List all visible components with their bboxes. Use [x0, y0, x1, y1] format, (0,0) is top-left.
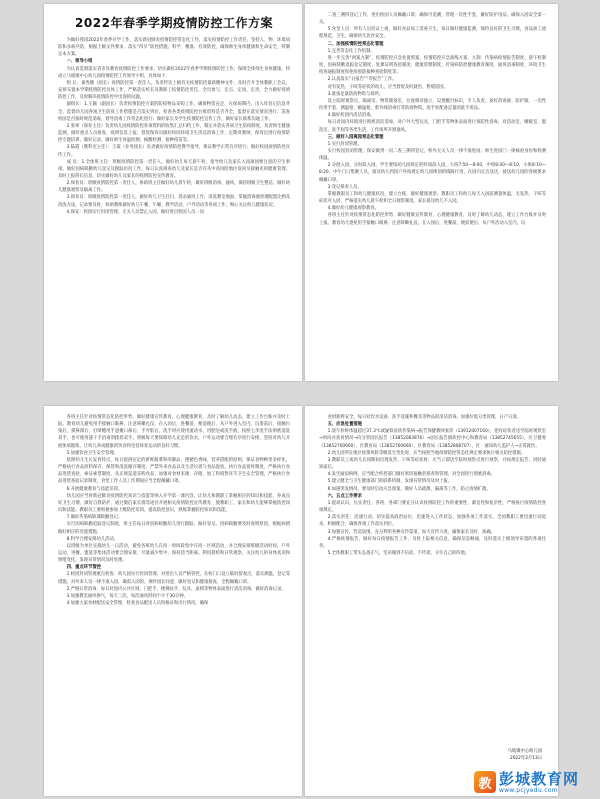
- paragraph: 3.加强宣传，营造氛围。充分利用各种宣传渠道，加大宣传力度，确保家长及时、准确。: [327, 529, 495, 535]
- paragraph: 4.做好幼儿健康观察教育。: [327, 206, 379, 212]
- paragraph: 各班主任针对疫情常态化防控形势，做好健康宣传教育，心理健康教育，及时了解幼儿动态，建立工作台账并及时上报。教育幼儿避免用手接触口眼鼻，注意咳嗽礼仪。在入园后，进餐前、便前便后、从户外进入室内、玩耍前后、接触污染后，摸鼻涕后，打喷嚏用手遮掩口鼻后、手弄脏后，洗手时应使用流动水，用肥皂或洗手液，按照七步洗手法彻底清洗双手，也可使用速干手消毒剂揉搓双手。班级每天要保障幼儿充足的饮水，户外运动要合理有序进行安排，坚持对幼儿开展体质锻炼，让幼儿养成健康的饮食和坚持体育运动的良好习惯。: [58, 415, 290, 449]
- paragraph: 依照幼儿生长发育特点，每日提供充足的新鲜蔬菜和肉制品，遵循色香味，营养搭配的原则，保证食物种类多样化，严格执行食品原料保存、保管和清洗储存制度，严禁外来食品以及生活垃圾与食品混放。执行食品留样制度，严格执行食品进货查验、索证索票制度，从正规渠道采购食品，加强对食材来源，存储、加工和销售环节卫生安全管理，严格执行食品进货查验记录制度，食堂工作人员工作期间应当全程佩戴口罩。: [58, 457, 290, 485]
- paragraph: 各班主任针对疫情常态化防控形势，做好健康宣传教育，心理健康教育，及时了解幼儿动态，建立工作台账并及时上报。教育幼儿逐免用手接触口眼鼻，注意咳嗽礼仪。在入园后，进餐前、便前便后、从户外活动入室内，玩: [319, 213, 546, 226]
- paragraph: 以班级为单位实施幼儿一日活动，避免各班幼儿在同一时间段集中在同一区域活动，并合理安排班级活动时间，户外运动、进餐、盥洗等集体活动要合理安排，尽量减少集中，保持适当距离。利用晨检和日常观察，关注幼儿的身体状况和情绪变化，发现异常情况及时处理。: [58, 543, 290, 564]
- paragraph: 每日对园内环境进行彻底清洁消毒，对户外大型玩具，门把手等物体表面进行预防性消毒，对活动室、睡眠室、盥洗室、洗手间等各类生活，工作场所开窗通风。: [319, 120, 546, 133]
- paragraph: 7.做好传染病缺课缺勤登记。: [66, 515, 123, 521]
- section-heading: 一、领导小组: [66, 59, 93, 65]
- paragraph: 组 长：秦秀娥（园长）疫情防控第一责任人，负责传达上级有关疫情防控最新精神文件，及时召开全体教职工会议，安排布置本学期疫情防控具体工作，严格落实校长及教职工疫情防控责任，全员参与、定点、定岗、定责，全力做好疫情防控工作，及时解决疫情防控中出现的问题。: [58, 80, 290, 101]
- paragraph: 实行因病缺勤追踪登记制度，班主任每日对因病缺勤幼儿进行跟踪，做好登记。因病缺勤要及时查明原因，根据病情做好相应的处置措施。: [58, 522, 290, 535]
- signature-block: [508, 748, 542, 762]
- paragraph: 1.校园封闭管理重点检查：幼儿园实行封闭管理，对进出人员严格管控，在校门口设立临时留观点，落实测温、登记等措施。对外来人员一律不准入园，确需入园的，须经园长同意，做好登记和健康排查，全程佩戴口罩。: [58, 572, 290, 585]
- paragraph: 成 员：1.全体班主任：班级疫情防控第一责任人，做好幼儿每天晨午检，指导幼儿及家长入园离园要注意的卫生事项，做好因病缺勤幼儿登记及跟踪访问工作，每日认真排查幼儿及家长是否有从中高风险地区返回及接触史的健康管理，及时上报班长信息，切实做好幼儿及家长的疫情防控宣传教育。: [58, 159, 290, 179]
- site-logo-icon: 教: [474, 771, 496, 793]
- paragraph: 3.教职员工或幼儿在园期间出现发热、干咳等症状时，应当立即送至临时观察点进行观察，并按规定报告，同时通知家长。: [319, 457, 546, 471]
- paragraph: 6.开展健康教育与技能培训。: [66, 486, 123, 492]
- paragraph: 2.认真落实“日报告”“零报告”工作。: [327, 77, 397, 83]
- paragraph: 5.加强饮食卫生安全管理。: [66, 450, 118, 456]
- paragraph: 4.发生疑似病例，应当配合疾控部门做好密切接触者排查和管理，对全园进行彻底消毒。: [327, 472, 495, 478]
- paragraph: 3.登记排查人员。: [327, 184, 362, 190]
- paragraph: 1.完善常态化工作机制。: [327, 48, 375, 54]
- paragraph: 3.陆霞（教科室主任）：王霞（业务园长）负责做好疫情防控教学指导，保证教学正常有序进行；做好校园疫情防控宣传工作。: [58, 145, 290, 158]
- paragraph: 对有发热、干咳等症状的幼儿，应当督促及时就医，暂缓返园。: [327, 84, 448, 90]
- paragraph: 为做好我园2022年春季开学工作，落实新冠肺炎疫情防控常态化工作，落实疫情防控工作责任，坚持人、物、环境同防和多病共防，根据上级文件要求，落实“四早”防控措施，科学、精准、有效防控，确保师生身体健康和生命安全，特制定本方案。: [58, 38, 290, 58]
- paragraph: 3.保育员：班级疫情防控第一责任人，做好幼儿卫生打扫、消杀通风工作，清洗教室地面、掌握消毒液原理配置比例及清洗方法，记录要及时，协助教师做好幼儿午餐、午睡、教学活动、户外活动等各项工作，细心关注幼儿健康状况。: [58, 195, 290, 208]
- paragraph: 5.建立健全与卫生健康部门的联系机制，发现异常情况及时上报。: [327, 479, 453, 485]
- section-heading: 二、加强疫情防控常态化管理: [327, 41, 384, 47]
- document-page-4: [305, 406, 558, 796]
- paragraph: 2.分批入园、分时段入园。学生要按幼儿园规定的时间段入园，大班7:50—8:00，中班8:00—8:10，小班8:10—8:20。中午门口集聚人员，接送幼儿到园户外按规定幼儿园规划的线路行进，在园内定点送达，接送幼儿园的各级要求佩戴口罩。: [319, 163, 546, 183]
- paragraph: 3.准备足量防疫物资与场所。: [327, 91, 384, 97]
- paragraph: 4.加强大家食材配送安全管理，检查食品配送人员资格证和出行情况，确保: [66, 601, 209, 607]
- paragraph: 8.科学合理安排幼儿活动。: [66, 536, 118, 542]
- site-url: www.pcjyedu.com: [499, 786, 558, 794]
- paragraph: 设立临时观察点、隔离室、物资储备室，位置相对独立，设置醒目标识，专人负责。备好消毒液、防护服、一次性医用手套、测温枪、额温枪、紫外线消毒灯等防疫物资。洗手处配备足量的洗手用品。: [319, 98, 546, 112]
- paragraph: 4.做好校园内清洁消毒。: [327, 113, 375, 119]
- paragraph: 幼儿园应当将新冠肺炎疫情防控知识与技能等纳入开学第一课内容，让幼儿和教职工掌握相应的知识和技能，养成良好卫生习惯，做好自我防护，通过微信家长群等途径开展相关疫情防控宣传教育，使教职工、家长和幼儿能够掌握防控知识和技能。教职员工要积极参加上级防控培训，提高防控意识，熟练掌握防控知识和技能。: [58, 493, 290, 514]
- paragraph: 实行校园封闭管理，保安做到一问二查三测四登记，校外无关人员一律不准进园；师生进园门一律核验身份和检测体温。: [319, 148, 546, 162]
- paragraph: 副组长：1.王颖（副园长）负责疫情防控方案的防疫物品采购工作，确保物资充足，在保质期内，出入库登记信息齐全，监督幼儿园各项卫生防疫工作措施是否落实到位，检查各类疫情防控台账资料是否齐全，监督在落实情况进行；巡查校园是否按时规范消毒，督导消毒工作常态化进行；做好家长及学生疫情防控宣传工作，做好家长联系沟通工作。: [58, 102, 290, 122]
- paragraph: 3.加强教室通风换气，每天三次，每次通风时间不少于30分钟。: [66, 593, 188, 599]
- paragraph: 进一步完善“两案九制”，疫情防控应急处置预案、疫情防控应急演练方案、九制：传染病疫情报告制度、晨午检制度、因病缺勤追踪登记制度、复课证明查验制度、健康管理制度、传染病防控健康教育制度、通风消毒制度、环境卫生检查通报制度和免疫预防接种查验制度等。: [319, 55, 546, 76]
- document-page-2: [305, 4, 558, 381]
- paragraph: 4.严格疫情报告，做好每日疫情报告工作，及时上报相关信息，确保信息畅通，及时落实上级领导布置的各项任务。: [319, 536, 546, 549]
- paragraph: 1.实行封闭管理。: [327, 141, 362, 147]
- signature-org: 马坡镇中心幼儿园: [507, 748, 542, 754]
- site-name: 彭城教育网: [499, 769, 580, 788]
- section-heading: 三、做好入园离园常态化管理: [327, 134, 384, 140]
- section-heading: 四、重点环节管控: [66, 565, 101, 571]
- section-heading: 六、五点工作要求: [327, 493, 362, 499]
- paragraph: 2.落实责任，迅速行动。切实提高政治站位，迅速进入工作状态，加强各项工作落实，全园教职工要迅速行动起来，积极配合，确保各项工作落实到位。: [319, 515, 546, 528]
- paragraph: 2.张翠（保育主任）负责幼儿园疫情防控各项资料的收集汇总归档工作，制定并落实各项卫生防疫制度，负责师生健康监测，做好重点人员排查、疫情信息上报；督促保育员做好校园环境卫生清洁消毒工作，定期对教师、保育员进行疫情防控专题培训，做好记录，做好师生体温检测、核酸检测、接种疫苗等。: [58, 123, 290, 144]
- document-page-1: [44, 4, 302, 381]
- paragraph: 二查三测四登记工作，进出校园人员佩戴口罩，确保可追溯，管理一次性手套，戴好防护用品，确保入园安全第一关。: [319, 13, 546, 26]
- paragraph: 为认真贯彻落实省市县教育疫情防控工作要求，切实做好2022年春季学期疫情防控工作，保障全体师生身体健康，特成立马坡镇中心幼儿园疫情防控工作领导小组，具体如下：: [58, 66, 290, 79]
- paragraph: 2.幼儿园所在地区疫情风险等级发生变化时，应当按照当地疫情防控常态化规定要求执行相关防控措施。: [327, 450, 526, 456]
- signature-date: 2022年2月13日: [509, 755, 542, 761]
- paragraph: 2.严格日常消毒，每日对园内公共区域、门把手、楼梯扶手、玩具、桌椅等物体表面进行清洁消毒，做好消毒记录。: [66, 586, 286, 592]
- paragraph: 掌握教职员工和幼儿健康状况，建立台账，做好健康观察。教职员工和幼儿每天入园前测量体温，无发热、干咳等症状可入园，严格落实幼儿晨午检和全日观察制度。家长接送幼儿不入园。: [319, 191, 546, 205]
- paragraph: 2.保育员：班级疫情防控第一责任人，协助班主任做好幼儿晨午检，做好班级消毒、通风，保持班级卫生整洁，做好幼儿健康观察及隔离工作。: [58, 181, 290, 194]
- paragraph: 6.如遇突发情况，要及时启动应急预案，做好人员疏散、隔离等工作，防止疫情扩散。: [327, 486, 491, 492]
- document-page-3: [44, 406, 302, 796]
- paragraph: 4.保安：校园实行封闭管理，无关人员禁止入园，做好进出校园人员一问: [66, 209, 204, 215]
- paragraph: 1.晨午检时体温超过37.3℃或疑似症状传染病→报告保健教师张萍（13912007160），把有症状者送至临时观察室→询问并查看情况→向分管园长报告（13852083876）→园长报告镇疾控中心和教育局（13852745655），区卫健委（13852760660），区教育局（13852760660），区教育局（13852808707），区：通知幼儿监护人→正常就医。: [319, 429, 546, 449]
- paragraph: 1.提高认识，压实责任。各班、各部门要充分认识疫情防控工作的重要性、紧迫性和复杂性，严格执行疫情防控各项规定。: [319, 500, 546, 514]
- paragraph: 食材新鲜安全，每日对饮水设备，洗手设施和餐具等物品的清洁消毒。加强垃圾分类管理，日产日清。: [327, 415, 521, 420]
- paragraph: 5.全体教职工带头弘扬正气，坚决做到不信谣，不传谣，守住自己的阵地。: [327, 550, 470, 556]
- section-heading: 五、应急处置措施: [327, 422, 362, 428]
- site-watermark: [474, 769, 596, 795]
- paragraph: 5.食堂人员：所有人员持证上岗，做好食品加工消毒卫生，每日做好健康监测，保持良好的卫生习惯，食品加工流程规范，卫生、确保幼儿饮食安全。: [319, 27, 546, 40]
- document-title: 2022年春季学期疫情防控工作方案: [75, 16, 273, 30]
